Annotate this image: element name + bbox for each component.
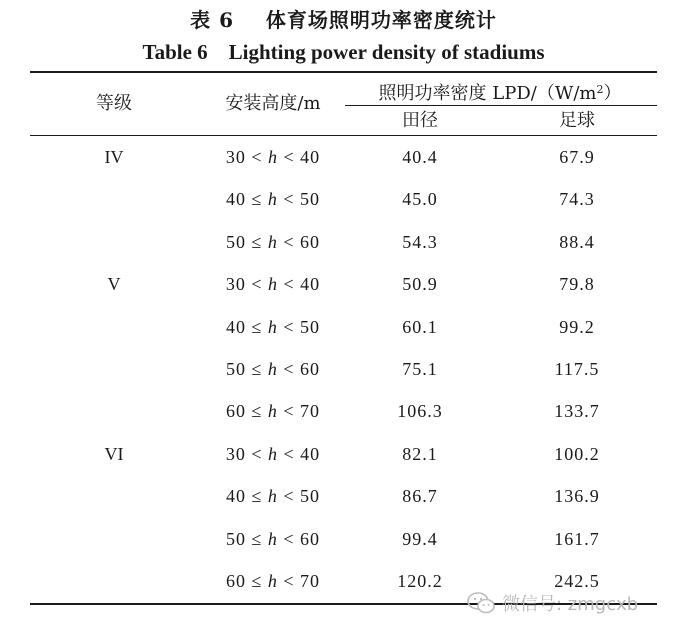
wechat-icon — [466, 591, 496, 615]
header-lpd-prefix: 照明功率密度 LPD/（W/m — [378, 83, 597, 104]
range-var: h — [267, 232, 278, 252]
cell-track: 45.0 — [402, 189, 438, 209]
cell-football: 67.9 — [559, 147, 595, 167]
range-op2: < — [283, 359, 295, 379]
cell-track: 40.4 — [402, 147, 438, 167]
range-op2: < — [283, 401, 295, 421]
range-op2: < — [283, 529, 295, 549]
range-var: h — [267, 189, 278, 209]
range-op2: < — [283, 317, 295, 337]
cell-install-height — [226, 231, 320, 253]
range-lower: 40 — [225, 189, 246, 209]
range-upper: 60 — [300, 529, 321, 549]
top-rule — [30, 71, 657, 73]
range-upper: 70 — [300, 401, 321, 421]
cell-football: 100.2 — [554, 444, 600, 464]
cell-track: 54.3 — [402, 232, 438, 252]
cell-track: 106.3 — [397, 401, 443, 421]
cell-track: 50.9 — [402, 274, 438, 294]
range-upper: 70 — [300, 571, 321, 591]
header-grade: 等级 — [96, 93, 132, 114]
range-upper: 60 — [300, 359, 321, 379]
range-op2: < — [283, 147, 295, 167]
watermark — [466, 590, 638, 616]
cell-football: 99.2 — [559, 317, 595, 337]
cell-football: 88.4 — [559, 232, 595, 252]
header-lpd — [379, 79, 622, 105]
range-upper: 60 — [300, 232, 321, 252]
range-var: h — [267, 317, 278, 337]
watermark-text: 微信号: zmgcxb — [502, 594, 639, 615]
cell-football: 242.5 — [554, 571, 600, 591]
cell-football: 136.9 — [554, 486, 600, 506]
range-upper: 50 — [300, 189, 321, 209]
range-op1: ≤ — [251, 359, 263, 379]
range-op2: < — [283, 232, 295, 252]
cell-football: 161.7 — [554, 529, 600, 549]
range-lower: 40 — [225, 317, 246, 337]
range-upper: 40 — [300, 147, 321, 167]
range-upper: 40 — [300, 444, 321, 464]
range-op1: ≤ — [251, 189, 263, 209]
range-lower: 30 — [225, 444, 246, 464]
range-var: h — [267, 401, 278, 421]
cell-install-height — [226, 570, 320, 592]
cell-install-height — [226, 358, 320, 380]
range-op1: ≤ — [251, 401, 263, 421]
cell-install-height — [226, 188, 320, 210]
range-lower: 50 — [225, 529, 246, 549]
header-track: 田径 — [402, 110, 438, 131]
range-op2: < — [283, 571, 295, 591]
range-op1: ≤ — [251, 529, 263, 549]
cell-football: 74.3 — [559, 189, 595, 209]
range-var: h — [267, 529, 278, 549]
header-lpd-suffix: ） — [603, 83, 622, 104]
table-caption-en: Table 6 Lighting power density of stadiums — [142, 40, 545, 64]
header-lpd-sup: 2 — [596, 83, 604, 96]
range-op1: ≤ — [251, 317, 263, 337]
header-football: 足球 — [559, 110, 595, 131]
range-var: h — [267, 486, 278, 506]
table-caption-cn: 表 6 体育场照明功率密度统计 — [190, 8, 497, 32]
range-lower: 50 — [225, 232, 246, 252]
cell-football: 133.7 — [554, 401, 600, 421]
range-op1: ≤ — [251, 571, 263, 591]
range-upper: 40 — [300, 274, 321, 294]
cell-install-height — [226, 273, 320, 295]
cell-install-height — [226, 316, 320, 338]
cell-track: 60.1 — [402, 317, 438, 337]
range-op1: ≤ — [251, 232, 263, 252]
cell-install-height — [226, 528, 320, 550]
range-upper: 50 — [300, 317, 321, 337]
range-op1: < — [251, 444, 263, 464]
cell-football: 117.5 — [554, 359, 600, 379]
range-op2: < — [283, 189, 295, 209]
range-op1: ≤ — [251, 486, 263, 506]
range-var: h — [268, 147, 278, 167]
range-lower: 60 — [225, 401, 246, 421]
cell-track: 120.2 — [397, 571, 443, 591]
range-op1: < — [251, 147, 263, 167]
cell-grade: V — [107, 274, 121, 294]
sub-header-rule — [345, 105, 657, 106]
cell-track: 86.7 — [402, 486, 438, 506]
cell-track: 75.1 — [402, 359, 438, 379]
header-rule — [30, 135, 657, 136]
cell-track: 99.4 — [402, 529, 438, 549]
cell-track: 82.1 — [402, 444, 438, 464]
cell-grade: VI — [104, 444, 124, 464]
range-op2: < — [283, 486, 295, 506]
range-upper: 50 — [300, 486, 321, 506]
cell-install-height — [226, 443, 320, 465]
range-var: h — [267, 571, 278, 591]
range-op2: < — [283, 274, 295, 294]
range-lower: 30 — [225, 147, 246, 167]
range-var: h — [267, 359, 278, 379]
cell-install-height — [226, 146, 320, 168]
cell-grade: IV — [104, 147, 124, 167]
range-var: h — [268, 444, 278, 464]
header-install-height: 安装高度/m — [225, 93, 321, 114]
range-lower: 30 — [225, 274, 246, 294]
range-op2: < — [283, 444, 295, 464]
range-var: h — [268, 274, 278, 294]
cell-install-height — [226, 485, 320, 507]
range-op1: < — [251, 274, 263, 294]
cell-football: 79.8 — [559, 274, 595, 294]
range-lower: 60 — [225, 571, 246, 591]
range-lower: 50 — [225, 359, 246, 379]
cell-install-height — [226, 400, 320, 422]
range-lower: 40 — [225, 486, 246, 506]
